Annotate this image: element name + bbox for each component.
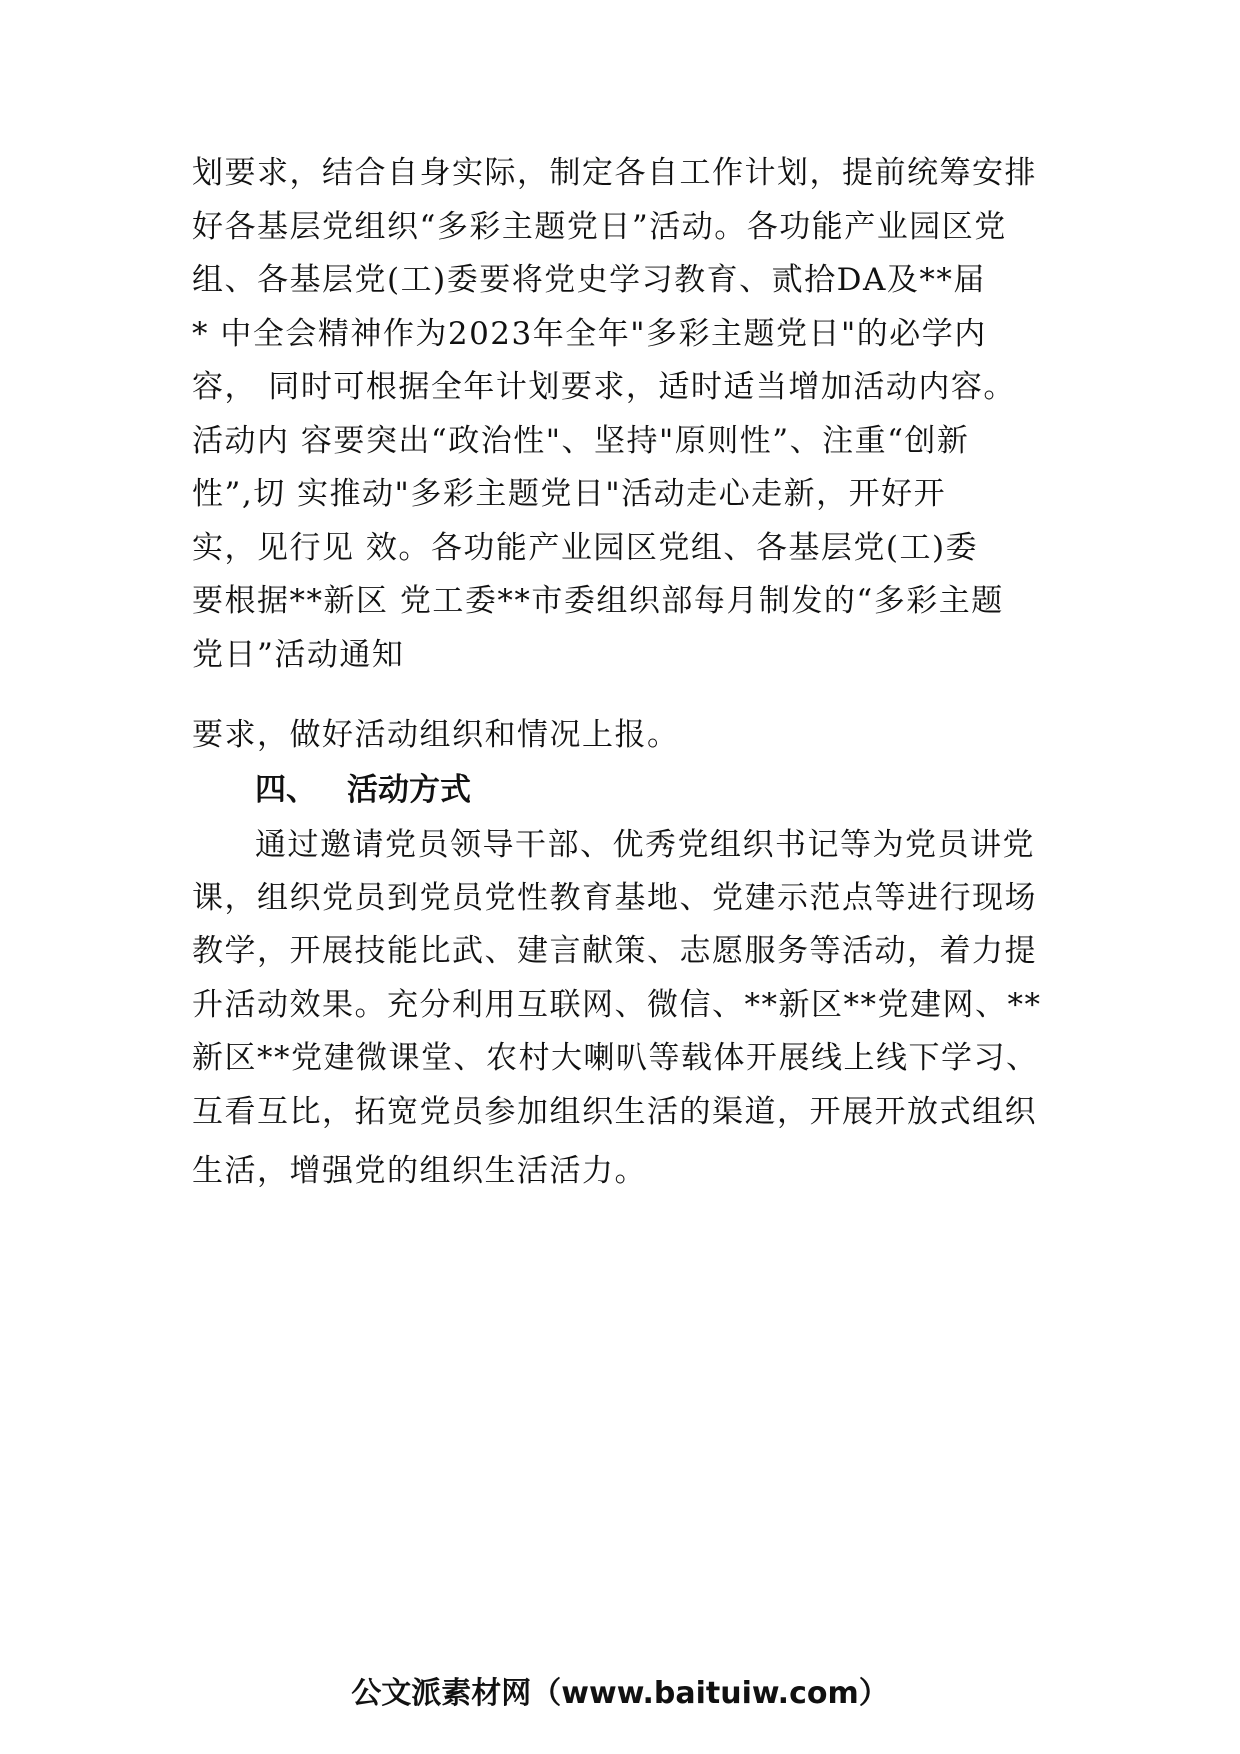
body-text-line: 性”,切 实推动"多彩主题党日"活动走心走新，开好开	[192, 476, 947, 512]
body-text-line: 教学，开展技能比武、建言献策、志愿服务等活动，着力提	[192, 933, 1037, 969]
body-text-line: 组、各基层党(工)委要将党史学习教育、贰拾DA及**届	[192, 262, 986, 298]
body-text-line: 好各基层党组织“多彩主题党日”活动。各功能产业园区党	[192, 209, 1007, 245]
body-text-line: 活动内 容要突出“政治性"、坚持"原则性”、注重“创新	[192, 423, 970, 459]
section-number: 四、	[255, 772, 317, 808]
body-text-line: 课，组织党员到党员党性教育基地、党建示范点等进行现场	[192, 880, 1037, 916]
body-text-line: 实，见行见 效。各功能产业园区党组、各基层党(工)委	[192, 530, 979, 566]
body-text-line: * 中全会精神作为2023年全年"多彩主题党日"的必学内	[192, 316, 987, 352]
body-text-line: 互看互比，拓宽党员参加组织生活的渠道，开展开放式组织	[192, 1094, 1037, 1130]
body-text-line: 要根据**新区 党工委**市委组织部每月制发的“多彩主题	[192, 583, 1004, 619]
section-title: 活动方式	[347, 772, 471, 808]
section-heading	[255, 770, 471, 810]
body-text-line: 党日”活动通知	[192, 637, 405, 673]
body-text-line: 升活动效果。充分利用互联网、微信、**新区**党建网、**	[192, 987, 1042, 1023]
body-text-line: 新区**党建微课堂、农村大喇叭等载体开展线上线下学习、	[192, 1040, 1039, 1076]
body-text-line: 要求，做好活动组织和情况上报。	[192, 717, 680, 753]
body-text-line: 生活，增强党的组织生活活力。	[192, 1153, 647, 1189]
body-text-line: 通过邀请党员领导干部、优秀党组织书记等为党员讲党	[255, 827, 1035, 863]
footer-watermark: 公文派素材网（www.baituiw.com）	[351, 1676, 889, 1711]
body-text-line: 划要求，结合自身实际，制定各自工作计划，提前统筹安排	[192, 155, 1037, 191]
body-text-line: 容， 同时可根据全年计划要求，适时适当增加活动内容。	[192, 369, 1016, 405]
